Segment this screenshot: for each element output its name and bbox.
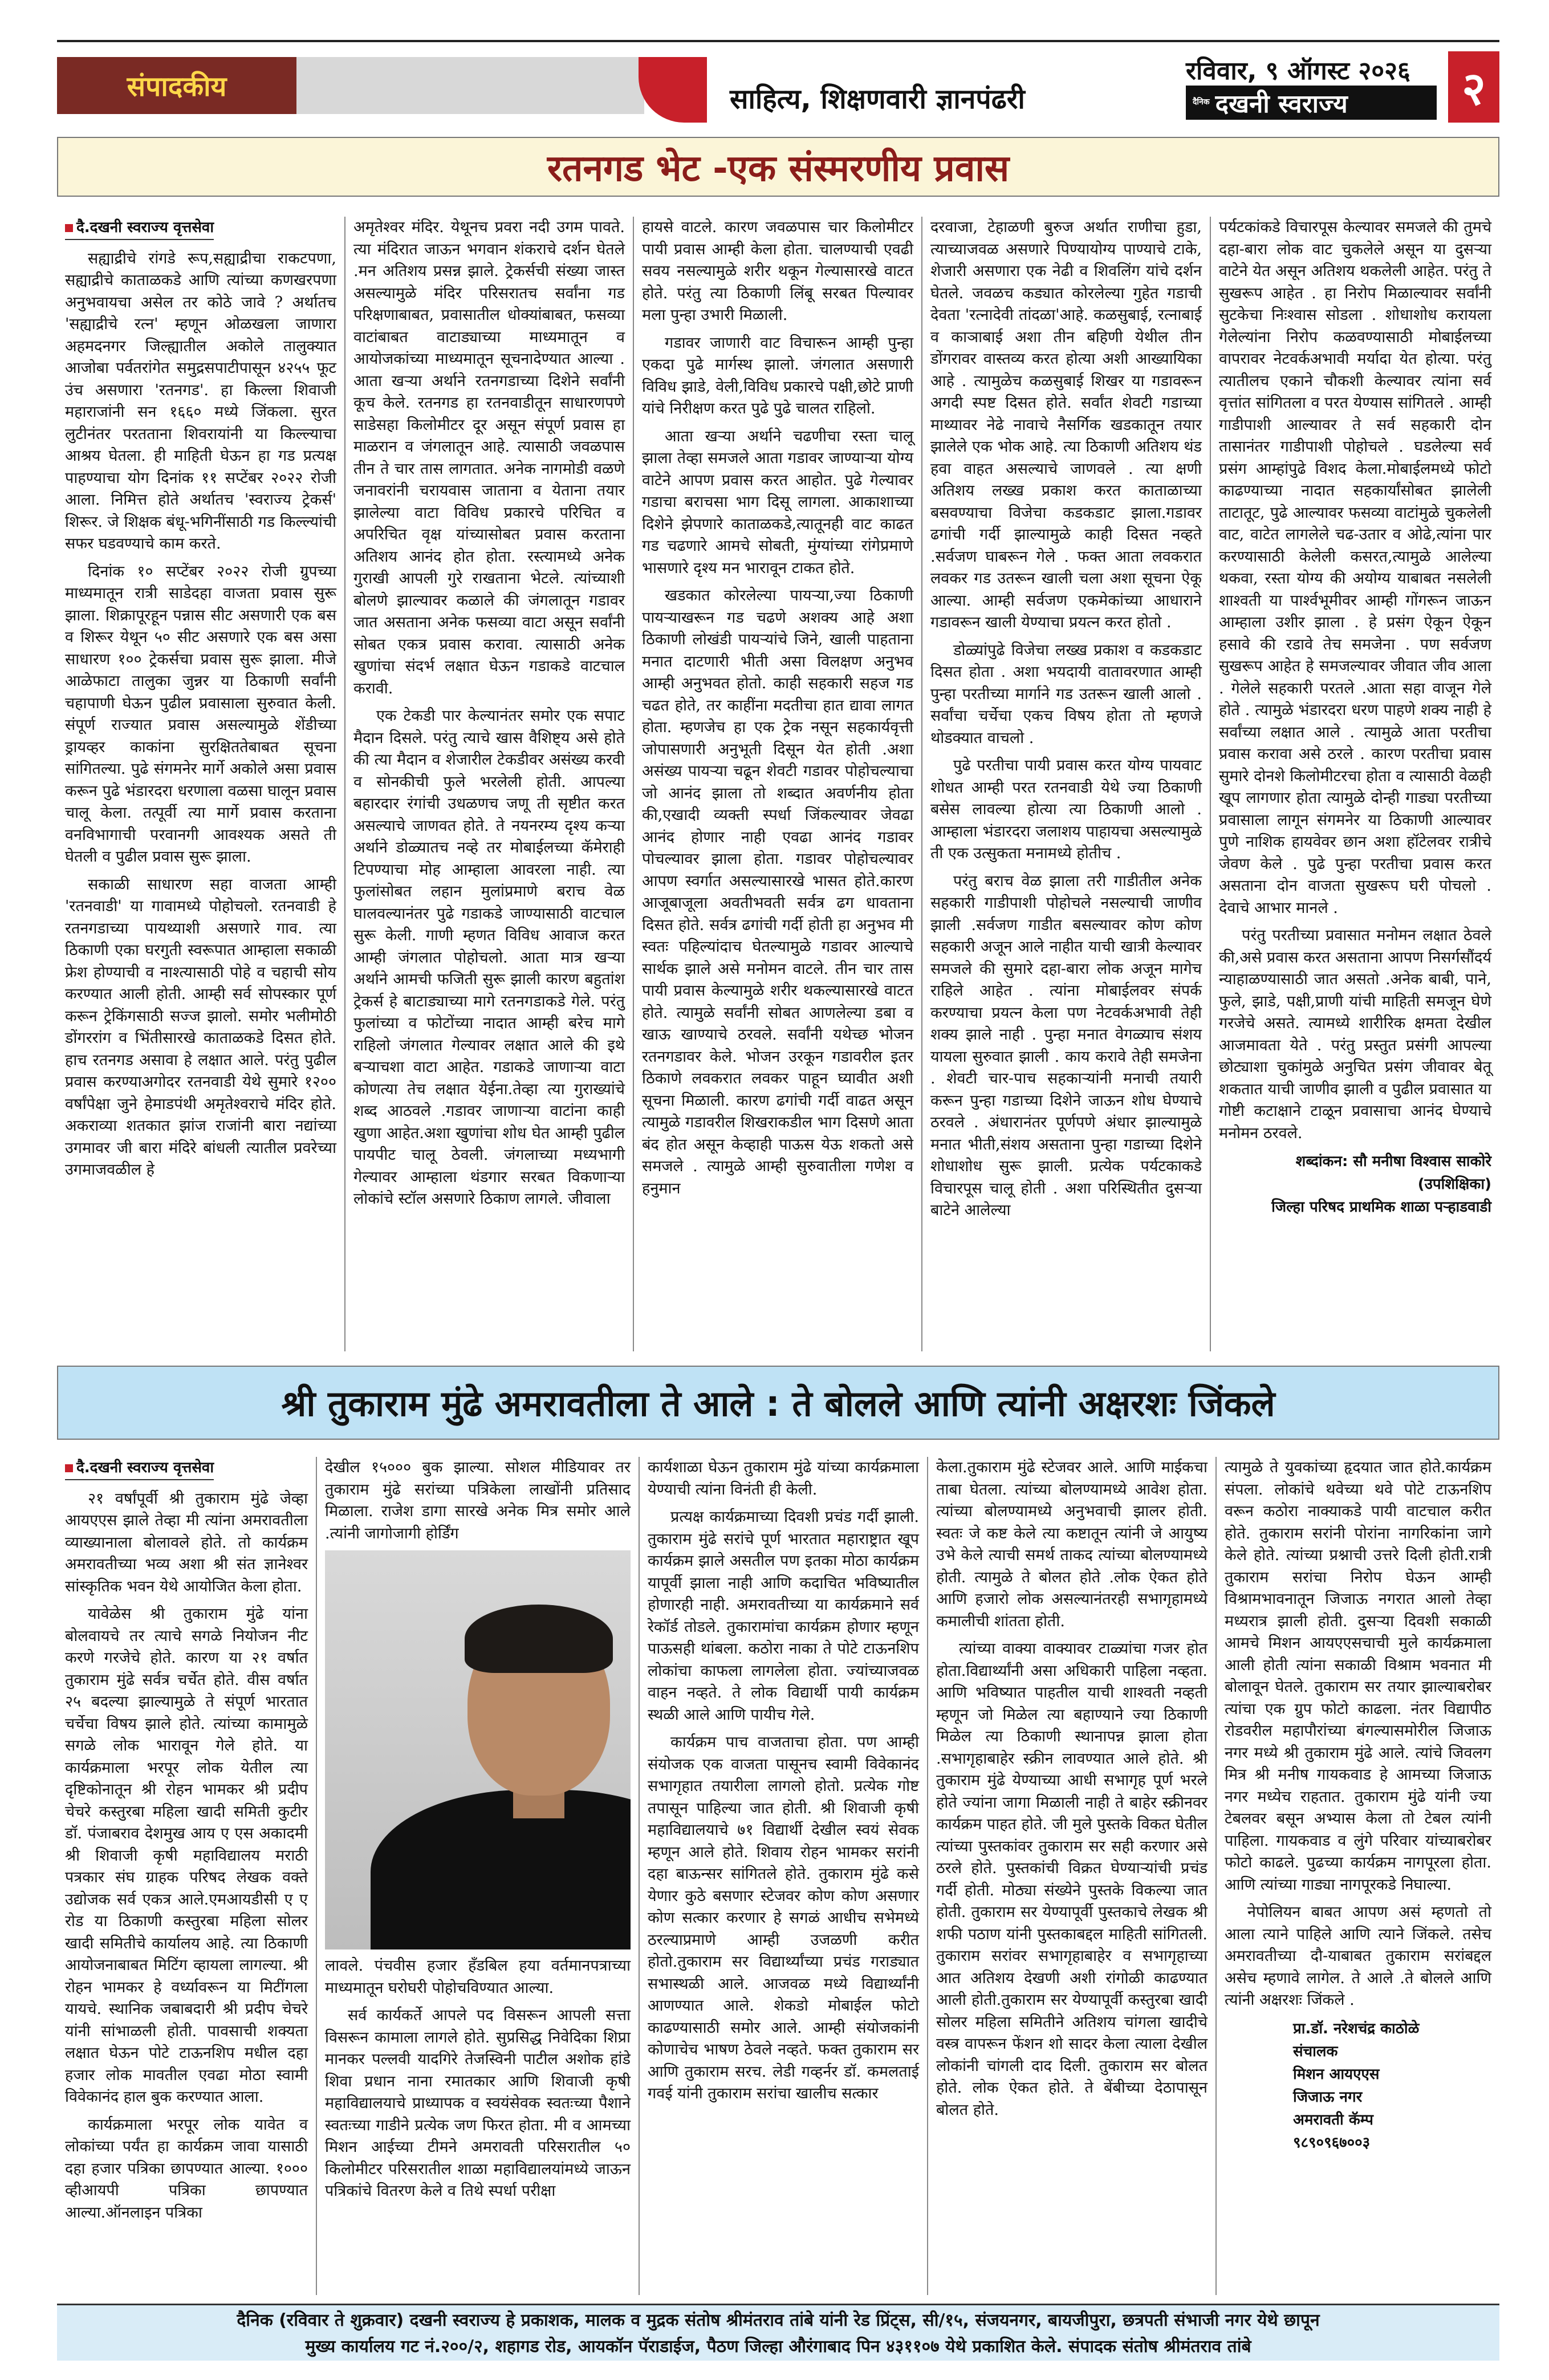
paragraph: दरवाजा, टेहाळणी बुरुज अर्थात राणीचा हुडा, त्याच्याजवळ असणारे पिण्यायोग्य पाण्याचे टाके, शेजारी असणारा एक नेढी व शिवलिंग यांचे दर्शन घेतले. जवळच कड्यात कोरलेल्या गुहेत गडाची देवता 'रत्नादेवी तांदळा'आहे. कळसुबाई, रत्नाबाई व काञाबाई अशा तीन बहिणी येथील तीन डोंगरावर वास्तव्य करत होत्या अशी आख्यायिका आहे . त्यामुळेच कळसुबाई शिखर या गडावरून अगदी स्पष्ट दिसत होते. सर्वांत शेवटी गडाच्या माथ्यावर नेढे नावाचे नैसर्गिक खडकातून तयार झालेले एक भोक आहे. त्या ठिकाणी अतिशय थंड हवा वाहत असल्याचे जाणवले . त्या क्षणी अतिशय लख्ख प्रकाश करत काताळाच्या बसवण्याचा विजेचा कडकडाट झाला.गडावर ढगांची गर्दी झाल्यामुळे काही दिसत नव्हते .सर्वजण घाबरून गेले . फक्त आता लवकरात लवकर गड उतरून खाली चला अशा सूचना ऐकू आल्या. आम्ही सर्वजण एकमेकांच्या आधाराने गडावरून खाली येण्याचा प्रयत्न करत होतो .: [930, 218, 1202, 631]
paragraph: गडावर जाणारी वाट विचारून आम्ही पुन्हा एकदा पुढे मार्गस्थ झालो. जंगलात असणारी विविध झाडे, वेली,विविध प्रकारचे पक्षी,छोटे प्राणी यांचे निरीक्षण करत पुढे पुढे चालत राहिलो.: [642, 334, 913, 417]
paragraph: परंतु बराच वेळ झाला तरी गाडीतील अनेक सहकारी गाडीपाशी पोहोचले नसल्याची जाणीव झाली .सर्वजण गाडीत बसल्यावर कोण कोण सहकारी अजून आले नाहीत याची खात्री केल्यावर समजले की सुमारे दहा-बारा लोक अजून मागेच राहिले आहेत . त्यांना मोबाईलवर संपर्क करण्याचा प्रयत्न केला पण नेटवर्कअभावी तेही शक्य झाले नाही . पुन्हा मनात वेगळ्याच संशय यायला सुरुवात झाली . काय करावे तेही समजेना . शेवटी चार-पाच सहकाऱ्यांनी मनाची तयारी करून पुन्हा गडाच्या दिशेने जाऊन शोध घेण्याचे ठरवले . अंधारानंतर पूर्णपणे अंधार झाल्यामुळे मनात भीती,संशय असताना पुन्हा गडाच्या दिशेने शोधाशोध सुरू झाली. प्रत्येक पर्यटकाकडे विचारपूस चालू होती . अशा परिस्थितीत दुसऱ्या बाटेने आलेल्या: [930, 872, 1202, 1219]
signature-line: ९८९०९६७००३: [1293, 2134, 1371, 2151]
signature-line: अमरावती कॅम्प: [1293, 2111, 1373, 2129]
article1-byline: [65, 217, 214, 240]
top-rule: [57, 40, 1499, 42]
signature-line: जिल्हा परिषद प्राथमिक शाळा पऱ्हाडवाडी: [1271, 1199, 1491, 1216]
byline-text: दै.दखनी स्वराज्य वृत्तसेवा: [76, 219, 214, 236]
article2-columns: [57, 1457, 1499, 2295]
paragraph: एक टेकडी पार केल्यानंतर समोर एक सपाट मैदान दिसले. परंतु त्याचे खास वैशिष्ट्य असे होते की त्या मैदान व शेजारील टेकडीवर असंख्य करवी व सोनकीची फुले भरलेली होती. आपल्या बहारदार रंगांची उधळणच जणू ती सृष्टीत करत असल्याचे जाणवत होते. ते नयनरम्य दृश्य कऱ्या अर्थाने डोळ्यातच नव्हे तर मोबाईलच्या कॅमेराही टिपण्याचा मोह आम्हाला आवरला नाही. त्या फुलांसोबत लहान मुलांप्रमाणे बराच वेळ घालवल्यानंतर पुढे गडाकडे जाण्यासाठी वाटचाल सुरू केली. गाणी म्हणत विविध आवाज करत आम्ही जंगलात पोहोचलो. आता मात्र खऱ्या अर्थाने आमची फजिती सुरू झाली कारण बहुतांश ट्रेकर्स हे बाटाड्याच्या मागे रतनगडाकडे गेले. परंतु फुलांच्या व फोटोंच्या नादात आम्ही बरेच मागे राहिलो जंगलात गेल्यावर लक्षात आले की इथे बऱ्याचशा वाटा आहेत. गडाकडे जाणाऱ्या वाटा कोणत्या तेच लक्षात येईना.तेव्हा त्या गुराख्यांचे शब्द आठवले .गडावर जाणाऱ्या वाटांना काही खुणा आहेत.अशा खुणांचा शोध घेत आम्ही पुढील पायपीट चालू ठेवली. जंगलाच्या मध्यभागी गेल्यावर आम्हाला थंडगार सरबत विकणाऱ्या लोकांचे स्टॉल असणारे ठिकाण लागले. जीवाला: [353, 707, 625, 1208]
paragraph: कार्यशाळा घेऊन तुकाराम मुंढे यांच्या कार्यक्रमाला येण्याची त्यांना विनंती ही केली.: [648, 1459, 919, 1498]
article1-columns: [57, 217, 1499, 1351]
imprint-line-1: दैनिक (रविवार ते शुक्रवार) दखनी स्वराज्य हे प्रकाशक, मालक व मुद्रक संतोष श्रीमंतराव तांबे यांनी रेड प्रिंट्स, सी/१५, संजयनगर, बायजीपुरा, छत्रपती संभाजी नगर येथे छापून: [237, 2310, 1320, 2330]
paragraph: त्यामुळे ते युवकांच्या हृदयात जात होते.कार्यक्रम संपला. लोकांचे थवेच्या थवे पोटे टाऊनशिप वरून कठोरा नाक्याकडे पायी वाटचाल करीत होते. तुकाराम सरांनी पोरांना नागरिकांना जागे केले होते. त्यांच्या प्रश्नाची उत्तरे दिली होती.रात्री तुकाराम सरांचा निरोप घेऊन आम्ही विश्रामभावनातून जिजाऊ नगरात आलो तेव्हा मध्यरात्र झाली होती. दुसऱ्या दिवशी सकाळी आमचे मिशन आयएएसचाची मुले कार्यक्रमाला आली होती त्यांना सकाळी विश्राम भवनात मी बोलावून घेतले. तुकाराम सर तयार झाल्याबरोबर त्यांचा एक ग्रुप फोटो काढला. नंतर विद्यापीठ रोडवरील महापौरांच्या बंगल्यासमोरील जिजाऊ नगर मध्ये श्री तुकाराम मुंढे आले. त्यांचे जिवलग मित्र श्री मनीष गायकवाड हे आमच्या जिजाऊ नगर मध्येच राहतात. तुकाराम मुंढे यांनी ज्या टेबलवर बसून अभ्यास केला तो टेबल त्यांनी पाहिला. गायकवाड व लुंगे परिवार यांच्याबरोबर फोटो काढले. पुढच्या कार्यक्रम नागपूरला होता. आणि त्यांच्या गाड्या नागपूरकडे निघाल्या.: [1225, 1459, 1491, 1894]
paragraph: कार्यक्रम पाच वाजताचा होता. पण आम्ही संयोजक एक वाजता पासूनच स्वामी विवेकानंद सभागृहात तयारीला लागलो होतो. प्रत्येक गोष्ट तपासून पाहिल्या जात होती. श्री शिवाजी कृषी महाविद्यालयाचे ७१ विद्यार्थी देखील स्वयं सेवक म्हणून आले होते. शिवाय रोहन भामकर सरांनी दहा बाऊन्सर सांगितले होते. तुकाराम मुंढे कसे येणार कुठे बसणार स्टेजवर कोण कोण असणार कोण सत्कार करणार हे सगळं आधीच सभेमध्ये ठरल्याप्रमाणे आम्ही उजळणी करीत होतो.तुकाराम सर विद्यार्थ्यांच्या प्रचंड गराड्यात सभास्थळी आले. आजवळ मध्ये विद्यार्थ्यांनी आणण्यात आले. शेकडो मोबाईल फोटो काढण्यासाठी समोर आले. आम्ही संयोजकांनी कोणाचेच भाषण ठेवले नव्हते. फक्त तुकाराम सर आणि तुकाराम सरच. लेडी गव्हर्नर डॉ. कमलताई गवई यांनी तुकाराम सरांचा खालीच सत्कार: [648, 1733, 919, 2102]
signature-line: जिजाऊ नगर: [1293, 2088, 1363, 2106]
paragraph: सकाळी साधारण सहा वाजता आम्ही 'रतनवाडी' या गावामध्ये पोहोचलो. रतनवाडी हे रतनगडाच्या पायथ्याशी असणारे गाव. त्या ठिकाणी एका घरगुती स्वरूपात आम्हाला सकाळी फ्रेश होण्याची व नाश्त्यासाठी पोहे व चहाची सोय करण्यात आली होती. आम्ही सर्व सोपस्कार पूर्ण करून ट्रेकिंगसाठी सज्ज झालो. समोर भलीमोठी डोंगररांग व भिंतीसारखे काताळकडे दिसत होते. हाच रतनगड असावा हे लक्षात आले. परंतु पुढील प्रवास करण्याअगोदर रतनवाडी येथे सुमारे १२०० वर्षांपेक्षा जुने हेमाडपंथी अमृतेश्वराचे मंदिर होते. अकराव्या शतकात झांज राजांनी बारा नद्यांच्या उगमावर जी बारा मंदिरे बांधली त्यातील प्रवरेच्या उगमाजवळील हे: [65, 875, 336, 1179]
paragraph: दिनांक १० सप्टेंबर २०२२ रोजी ग्रुपच्या माध्यमातून रात्री साडेदहा वाजता प्रवास सुरू झाला. शिक्रापूरहून पन्नास सीट असणारी एक बस व शिरूर येथून ५० सीट असणारे एक बस असा साधारण १०० ट्रेकर्सचा प्रवास सुरू झाला. मीजे आळेफाटा तालुका जुन्नर या ठिकाणी सर्वांनी चहापाणी घेऊन पुढील प्रवासाला सुरुवात केली. संपूर्ण राज्यात प्रवास असल्यामुळे शेंडीच्या ड्रायव्हर काकांना सुरक्षिततेबाबत सूचना सांगितल्या. पुढे संगमनेर मार्गे अकोले असा प्रवास करून पुढे भंडारदरा धरणाला वळसा घालून प्रवास चालू केला. तत्पूर्वी त्या मार्गे प्रवास करताना वनविभागाची परवानगी आवश्यक असते ती घेतली व पुढील प्रवास सुरू झाला.: [65, 562, 336, 866]
paragraph: कार्यक्रमाला भरपूर लोक यावेत व लोकांच्या पर्यंत हा कार्यक्रम जावा यासाठी दहा हजार पत्रिका छापण्यात आल्या. १००० व्हीआयपी पत्रिका छापण्यात आल्या.ऑनलाइन पत्रिका: [65, 2115, 308, 2221]
article2-headline: श्री तुकाराम मुंढे अमरावतीला ते आले : ते बोलले आणि त्यांनी अक्षरशः जिंकले: [57, 1366, 1499, 1440]
brand-logo: [1186, 86, 1437, 120]
paragraph: केला.तुकाराम मुंढे स्टेजवर आले. आणि माईकचा ताबा घेतला. त्यांच्या बोलण्यामध्ये आवेश होता. त्यांच्या बोलण्यामध्ये अनुभवाची झालर होती. स्वतः जे कष्ट केले त्या कष्टातून त्यांनी जे आयुष्य उभे केले त्याची समर्थ ताकद त्यांच्या बोलण्यामध्ये होती. त्यामुळे ते बोलत होते .लोक ऐकत होते आणि हजारो लोक असल्यानंतरही सभागृहामध्ये कमालीची शांतता होती.: [936, 1459, 1208, 1630]
portrait-photo: [325, 1550, 631, 1950]
paragraph: खडकात कोरलेल्या पायऱ्या,ज्या ठिकाणी पायऱ्याखरून गड चढणे अशक्य आहे अशा ठिकाणी लोखंडी पायऱ्यांचे जिने, खाली पाहताना मनात दाटणारी भीती असा विलक्षण अनुभव आम्ही अनुभवत होतो. काही सहकारी सहज गड चढत होते, तर काहींना मदतीचा हात द्यावा लागत होता. म्हणजेच हा एक ट्रेक नसून सहकार्यवृत्ती जोपासणारी अनुभूती दिसून येत होती .अशा असंख्य पायऱ्या चढून शेवटी गडावर पोहोचल्याचा जो आनंद झाला तो शब्दात अवर्णनीय होता की,एखादी व्यक्ती स्पर्धा जिंकल्यावर जेवढा आनंद होणार नाही एवढा आनंद गडावर पोचल्यावर झाला होता. गडावर पोहोचल्यावर आपण स्वर्गात असल्यासारखे भासत होते.कारण आजूबाजूला अवतीभवती सर्वत्र ढग धावताना दिसत होते. सर्वत्र ढगांची गर्दी होती हा अनुभव मी स्वतः पहिल्यांदाच घेतल्यामुळे गडावर आल्याचे सार्थक झाले असे मनोमन वाटले. तीन चार तास पायी प्रवास केल्यामुळे शरीर थकल्यासारखे वाटत होते. त्यामुळे सर्वांनी सोबत आणलेल्या डबा व खाऊ खाण्याचे ठरवले. सर्वांनी यथेच्छ भोजन रतनगडावर केले. भोजन उरकून गडावरील इतर ठिकाणे लवकरात लवकर पाहून घ्यावीत अशी सूचना मिळाली. कारण ढगांची गर्दी वाढत असून त्यामुळे गडावरील शिखराकडील भाग दिसणे आता बंद होत असून केव्हाही पाऊस येऊ शकतो असे समजले . त्यामुळे आम्ही सुरुवातीला गणेश व हनुमान: [642, 587, 913, 1197]
issue-date: रविवार, ९ ऑगस्ट २०२६: [1186, 56, 1410, 86]
article1-headline: रतनगड भेट -एक संस्मरणीय प्रवास: [57, 137, 1499, 197]
article2-col-5: [1217, 1457, 1499, 2295]
paragraph: पुढे परतीचा पायी प्रवास करत योग्य पायवाट शोधत आम्ही परत रतनवाडी येथे ज्या ठिकाणी बसेस लावल्या होत्या त्या ठिकाणी आलो . आम्हाला भंडारदरा जलाशय पाहायचा असल्यामुळे ती एक उत्सुकता मनामध्ये होतीच .: [930, 757, 1202, 862]
paragraph: पर्यटकांकडे विचारपूस केल्यावर समजले की तुमचे दहा-बारा लोक वाट चुकलेले असून या दुसऱ्या वाटेने येत असून अतिशय थकलेली आहेत. परंतु ते सुखरूप आहेत . हा निरोप मिळाल्यावर सर्वांनी सुटकेचा निःश्वास सोडला . शोधाशोध करायला गेलेल्यांना निरोप कळवण्यासाठी मोबाईलच्या वापरावर नेटवर्कअभावी मर्यादा येत होत्या. परंतु त्यातीलच एकाने चौकशी केल्यावर त्यांना सर्व वृत्तांत सांगितला व परत येण्यास सांगितले . आम्ही गाडीपाशी आल्यावर ते सर्व सहकारी दोन तासानंतर गाडीपाशी पोहोचले . घडलेल्या सर्व प्रसंग आम्हांपुढे विशद केला.मोबाईलमध्ये फोटो काढण्याच्या नादात सहकार्यांसोबत झालेली ताटातूट, पुढे आल्यावर फसव्या वाटांमुळे चुकलेली वाट, वाटेत लागलेले चढ-उतार व ओढे,त्यांना पार करण्यासाठी केलेली कसरत,त्यामुळे आलेल्या थकवा, रस्ता योग्य की अयोग्य याबाबत नसलेली शाश्वती या पार्श्वभूमीवर आम्ही गोंगरून जाऊन आम्हाला उशीर झाला . हे प्रसंग ऐकून ऐकून हसावे की रडावे तेच समजेना . पण सर्वजण सुखरूप आहेत हे समजल्यावर जीवात जीव आला . गेलेले सहकारी परतले .आता सहा वाजून गेले होते . त्यामुळे भंडारदरा धरण पाहणे शक्य नाही हे सर्वांच्या लक्षात आले . त्यामुळे आता परतीचा प्रवास करावा असे ठरले . कारण परतीचा प्रवास सुमारे दोनशे किलोमीटरचा होता व त्यासाठी वेळही खूप लागणार होता त्यामुळे दोन्ही गाड्या परतीच्या प्रवासाला लागून संगमनेर या ठिकाणी आल्यावर पुणे नाशिक हायवेवर छान अशा हॉटेलवर रात्रीचे जेवण केले . पुढे पुन्हा परतीचा प्रवास करत असताना दोन वाजता सुखरूप घरी पोचलो . देवाचे आभार मानले .: [1219, 218, 1491, 917]
signature-line: (उपशिक्षिका): [1417, 1176, 1491, 1193]
article1-col-2: [345, 217, 634, 1351]
paragraph: सर्व कार्यकर्ते आपले पद विसरून आपली सत्ता विसरून कामाला लागले होते. सुप्रसिद्ध निवेदिका शिप्रा मानकर पल्लवी यादगिरे तेजस्विनी पाटील अशोक हांडे शिवा प्रधान नाना रमातकार आणि शिवाजी कृषी महाविद्यालयाचे प्राध्यापक व स्वयंसेवक स्वतःच्या पैशाने स्वतःच्या गाडीने प्रत्येक जण फिरत होता. मी व आमच्या मिशन आईच्या टीमने अमरावती परिसरातील ५० किलोमीटर परिसरातील शाळा महाविद्यालयांमध्ये जाऊन पत्रिकांचे वितरण केले व तिथे स्पर्धा परीक्षा: [325, 2007, 631, 2200]
signature-line: प्रा.डॉ. नरेशचंद्र काठोळे: [1293, 2020, 1420, 2037]
masthead: [57, 51, 1499, 125]
paragraph: हायसे वाटले. कारण जवळपास चार किलोमीटर पायी प्रवास आम्ही केला होता. चालण्याची एवढी सवय नसल्यामुळे शरीर थकून गेल्यासारखे वाटत होते. परंतु त्या ठिकाणी लिंबू सरबत पिल्यावर मला पुन्हा उभारी मिळाली.: [642, 218, 913, 324]
article1-col-1: [57, 217, 345, 1351]
bullet-icon: [65, 1464, 73, 1472]
photo-hair: [465, 1605, 613, 1673]
section-bar-fill: [296, 57, 644, 114]
article1-col-3: [634, 217, 922, 1351]
paragraph: देखील १५००० बुक झाल्या. सोशल मीडियावर तर तुकाराम मुंढे सरांच्या पत्रिकेला लाखोंनी प्रतिसाद मिळाला. राजेश डागा सारखे अनेक मित्र समोर आले .त्यांनी जागोजागी होर्डिंग: [325, 1459, 631, 1542]
section-accent: [639, 57, 707, 123]
paragraph: २१ वर्षांपूर्वी श्री तुकाराम मुंढे जेव्हा आयएएस झाले तेव्हा मी त्यांना अमरावतीला व्याख्यानाला बोलावले होते. तो कार्यक्रम अमरावतीच्या भव्य अशा श्री संत ज्ञानेश्वर सांस्कृतिक भवन येथे आयोजित केला होता.: [65, 1489, 308, 1595]
article2-col-4: [928, 1457, 1217, 2295]
article2-col-3: [640, 1457, 928, 2295]
paragraph: यावेळेस श्री तुकाराम मुंढे यांना बोलवायचे तर त्याचे सगळे नियोजन नीट करणे गरजेचे होते. कारण या २१ वर्षात तुकाराम मुंढे सर्वत्र चर्चेत होते. वीस वर्षात २५ बदल्या झाल्यामुळे ते संपूर्ण भारतात चर्चेचा विषय झाले होते. त्यांच्या कामामुळे सगळे लोक भारावून गेले होते. या कार्यक्रमाला भरपूर लोक येतील त्या दृष्टिकोनातून श्री रोहन भामकर श्री प्रदीप चेचरे कस्तुरबा महिला खादी समिती कुटीर डॉ. पंजाबराव देशमुख आय ए एस अकादमी श्री शिवाजी कृषी महाविद्यालय मराठी पत्रकार संघ ग्राहक परिषद लेखक वक्ते उद्योजक सर्व एकत्र आले.एमआयडीसी ए ए रोड या ठिकाणी कस्तुरबा महिला सोलर खादी समितीचे कार्यालय आहे. त्या ठिकाणी आयोजनाबाबत मिटिंग व्हायला लागल्या. श्री रोहन भामकर हे वर्ध्यावरून या मिटींगला यायचे. स्थानिक जबाबदारी श्री प्रदीप चेचरे यांनी सांभाळली होती. पावसाची शक्यता लक्षात घेऊन पोटे टाऊनशिप मधील दहा हजार लोक मावतील एवढा मोठा स्वामी विवेकानंद हाल बुक करण्यात आला.: [65, 1605, 308, 2106]
article1-col-5: [1211, 217, 1499, 1351]
page-number: २: [1448, 51, 1499, 123]
section-label: संपादकीय: [57, 57, 296, 114]
brand-tag: दैनिक: [1193, 98, 1210, 107]
imprint-footer: [57, 2304, 1499, 2361]
paragraph: डोळ्यांपुढे विजेचा लख्ख प्रकाश व कडकडाट दिसत होता . अशा भयदायी वातावरणात आम्ही पुन्हा परतीच्या मार्गाने गड उतरून खाली आलो . सर्वांचा चर्चेचा एकच विषय होता तो म्हणजे थोडक्यात वाचलो .: [930, 641, 1202, 747]
signature-line: शब्दांकन: सौ मनीषा विश्वास साकोरे: [1295, 1153, 1491, 1170]
brand-name: दखनी स्वराज्य: [1215, 90, 1348, 119]
paragraph: त्यांच्या वाक्या वाक्यावर टाळ्यांचा गजर होत होता.विद्यार्थ्यांनी असा अधिकारी पाहिला नव्हता. आणि भविष्यात पाहतील याची शाश्वती नव्हती म्हणून जो मिळेल त्या बहाण्याने ज्या ठिकाणी मिळेल त्या ठिकाणी स्थानापन्न झाला होता .सभागृहाबाहेर स्क्रीन लावण्यात आले होते. श्री तुकाराम मुंढे येण्याच्या आधी सभागृह पूर्ण भरले होते ज्यांना जागा मिळाली नाही ते बाहेर स्क्रीनवर कार्यक्रम पाहत होते. जी मुले पुस्तके विकत घेतील त्यांच्या पुस्तकांवर तुकाराम सर सही करणार असे ठरले होते. पुस्तकांची विक्रत घेण्याऱ्यांची प्रचंड गर्दी होती. मोठ्या संख्येने पुस्तके विकल्या जात होती. तुकाराम सर येण्यापूर्वी पुस्तकाचे लेखक श्री शफी पठाण यांनी पुस्तकाबद्दल माहिती सांगितली. तुकाराम सरांवर सभागृहाबाहेर व सभागृहाच्या आत अतिशय देखणी अशी रांगोळी काढण्यात आली होती.तुकाराम सर येण्यापूर्वी कस्तुरबा खादी सोलर महिला समितीने अतिशय चांगला खादीचे वस्त्र वापरून फेंशन शो सादर केला त्याला देखील लोकांनी चांगली दाद दिली. तुकाराम सर बोलत होते. लोक ऐकत होते. ते बेंबीच्या देठापासून बोलत होते.: [936, 1640, 1208, 2119]
article2-col-2: [317, 1457, 640, 2295]
page-subtitle: साहित्य, शिक्षणवारी ज्ञानपंढरी: [730, 83, 1025, 115]
article2-signature: [1225, 2017, 1491, 2154]
signature-line: मिशन आयएएस: [1293, 2065, 1380, 2083]
section-bar: [57, 57, 644, 123]
byline-text: दै.दखनी स्वराज्य वृत्तसेवा: [76, 1459, 214, 1476]
article2-col-1: [57, 1457, 317, 2295]
bullet-icon: [65, 224, 73, 232]
imprint-line-2: मुख्य कार्यालय गट नं.२००/२, शहागड रोड, आयकॉन पॅराडाईज, पैठण जिल्हा औरंगाबाद पिन ४३११०७ येथे प्रकाशित केले. संपादक संतोष श्रीमंतराव तांबे: [305, 2337, 1251, 2357]
paragraph: लावले. पंचवीस हजार हॅंडबिल हया वर्तमानपत्राच्या माध्यमातून घरोघरी पोहोचविण्यात आल्या.: [325, 1957, 631, 1997]
paragraph: प्रत्यक्ष कार्यक्रमाच्या दिवशी प्रचंड गर्दी झाली. तुकाराम मुंढे सरांचे पूर्ण भारतात महाराष्ट्रात खूप कार्यक्रम झाले असतील पण इतका मोठा कार्यक्रम यापूर्वी झाला नाही आणि कदाचित भविष्यातील होणारही नाही. अमरावतीच्या या कार्यक्रमाने सर्व रेकॉर्ड तोडले. तुकारामांचा कार्यक्रम होणार म्हणून पाऊसही थांबला. कठोरा नाका ते पोटे टाऊनशिप लोकांचा काफला लागलेला होता. ज्यांच्याजवळ वाहन नव्हते. ते लोक विद्यार्थी पायी कार्यक्रम स्थळी आले आणि पायीच गेले.: [648, 1508, 919, 1724]
paragraph: नेपोलियन बाबत आपण असं म्हणतो तो आला त्याने पाहिले आणि त्याने जिंकले. तसेच अमरावतीच्या दौ-याबाबत तुकाराम सरांबद्दल असेच म्हणावे लागेल. ते आले .ते बोलले आणि त्यांनी अक्षरशः जिंकले .: [1225, 1903, 1491, 2009]
photo-suit: [371, 1790, 631, 1950]
paragraph: अमृतेश्वर मंदिर. येथूनच प्रवरा नदी उगम पावते. त्या मंदिरात जाऊन भगवान शंकराचे दर्शन घेतले .मन अतिशय प्रसन्न झाले. ट्रेकर्सची संख्या जास्त असल्यामुळे मंदिर परिसरातच सर्वांना गड परिक्षणाबाबत, प्रवासातील धोक्यांबाबत, फसव्या वाटांबाबत वाटाड्याच्या माध्यमातून व आयोजकांच्या माध्यमातून सूचनादेण्यात आल्या . आता खऱ्या अर्थाने रतनगडाच्या दिशेने सर्वांनी कूच केले. रतनगड हा रतनवाडीतून साधारणपणे साडेसहा किलोमीटर दूर असून संपूर्ण प्रवास हा माळरान व जंगलातून आहे. त्यासाठी जवळपास तीन ते चार तास लागतात. अनेक नागमोडी वळणे जनावरांनी चरायवास जाताना व येताना तयार झालेल्या वाटा विविध प्रकारचे परिचित व अपरिचित वृक्ष यांच्यासोबत प्रवास करताना अतिशय आनंद होत होता. रस्त्यामध्ये अनेक गुराखी आपली गुरे राखताना भेटले. त्यांच्याशी बोलणे झाल्यावर कळाले की जंगलातून गडावर जात असताना अनेक फसव्या वाटा असून सर्वांनी सोबत एकत्र प्रवास करावा. त्यासाठी अनेक खुणांचा संदर्भ लक्षात घेऊन गडाकडे वाटचाल करावी.: [353, 218, 625, 697]
paragraph: आता खऱ्या अर्थाने चढणीचा रस्ता चालू झाला तेव्हा समजले आता गडावर जाण्याऱ्या योग्य वाटेने आपण प्रवास करत आहोत. पुढे गेल्यावर गडाचा बराचसा भाग दिसू लागला. आकाशाच्या दिशेने झेपणारे काताळकडे,त्यातूनही वाट काढत गड चढणारे आमचे सोबती, मुंग्यांच्या रांगेप्रमाणे भासणारे दृश्य मन भारावून टाकत होते.: [642, 427, 913, 577]
article1-signature: [1219, 1150, 1491, 1219]
article2-byline: [65, 1457, 214, 1480]
article1-col-4: [922, 217, 1211, 1351]
paragraph: परंतु परतीच्या प्रवासात मनोमन लक्षात ठेवले की,असे प्रवास करत असताना आपण निसर्गसौंदर्य न्याहाळण्यासाठी जात असतो .अनेक बाबी, पाने, फुले, झाडे, पक्षी,प्राणी यांची माहिती समजून घेणे गरजेचे असते. त्यामध्ये शारीरिक क्षमता देखील आजमावता येते . परंतु प्रस्तुत प्रसंगी आपल्या छोट्याशा चुकांमुळे अनुचित प्रसंग जीवावर बेतू शकतात याची जाणीव झाली व पुढील प्रवासात या गोष्टी कटाक्षाने टाळून प्रवासाचा आनंद घेण्याचे मनोमन ठरवले.: [1219, 927, 1491, 1142]
signature-line: संचालक: [1293, 2042, 1338, 2060]
paragraph: सह्याद्रीचे रांगडे रूप,सह्याद्रीचा राकटपणा, सह्याद्रीचे काताळकडे आणि त्यांच्या कणखरपणा अनुभवायचा असेल तर कोठे जावे ? अर्थातच 'सह्याद्रीचे रत्न' म्हणून ओळखला जाणारा अहमदनगर जिल्ह्यातील अकोले तालुक्यात आजोबा पर्वतरांगेत समुद्रसपाटीपासून ४२५५ फूट उंच असणारा 'रतनगड'. हा किल्ला शिवाजी महाराजांनी सन १६६० मध्ये जिंकला. सुरत लुटीनंतर परतताना शिवरायांनी या किल्ल्याचा आश्रय घेतला. ही माहिती घेऊन हा गड प्रत्यक्ष पाहण्याचा योग दिनांक ११ सप्टेंबर २०२२ रोजी आला. निमित्त होते अर्थातच 'स्वराज्य ट्रेकर्स' शिरूर. जे शिक्षक बंधू-भगिनींसाठी गड किल्ल्यांची सफर घडवण्याचे काम करते.: [65, 249, 336, 553]
